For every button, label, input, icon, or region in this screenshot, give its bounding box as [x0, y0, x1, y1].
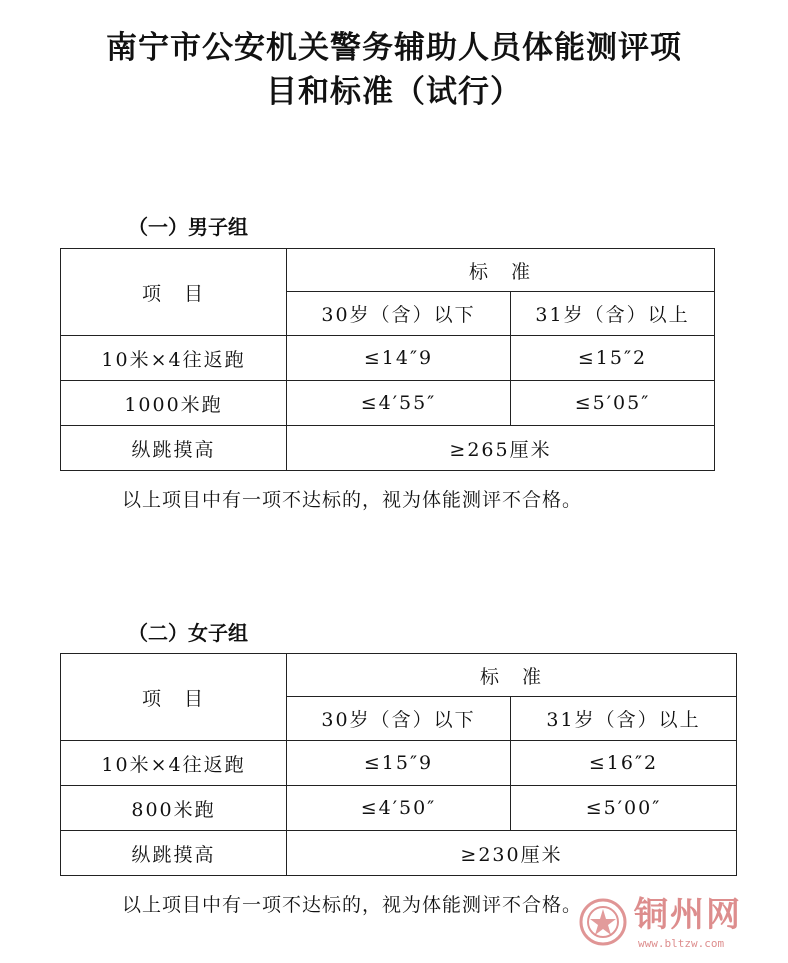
male-standards-table [60, 248, 715, 471]
male-group-heading: （一）男子组 [128, 215, 248, 239]
table-row [61, 426, 715, 471]
under-30-value-cell: ≤14″9 [287, 336, 511, 381]
age-over-31-header: 31岁（含）以上 [511, 292, 715, 336]
item-column-header: 项 目 [61, 654, 287, 741]
over-31-value-cell: ≤16″2 [511, 741, 737, 786]
age-over-31-header: 31岁（含）以上 [511, 697, 737, 741]
document-title-line2: 目和标准（试行） [266, 74, 522, 110]
female-standards-table [60, 653, 737, 876]
male-note: 以上项目中有一项不达标的，视为体能测评不合格。 [122, 489, 583, 511]
female-group-heading: （二）女子组 [128, 621, 248, 645]
age-under-30-header: 30岁（含）以下 [287, 292, 511, 336]
over-31-value-cell: ≤5′05″ [511, 381, 715, 426]
item-cell: 1000米跑 [61, 381, 287, 426]
watermark-name: 铜州网 [634, 895, 742, 935]
item-cell: 10米×4往返跑 [61, 336, 287, 381]
table-row [61, 741, 737, 786]
item-column-header: 项 目 [61, 249, 287, 336]
standard-column-header: 标 准 [287, 654, 737, 697]
watermark-url: www.bltzw.com [638, 937, 725, 950]
table-row [61, 831, 737, 876]
item-cell: 10米×4往返跑 [61, 741, 287, 786]
site-watermark [578, 895, 778, 957]
female-note: 以上项目中有一项不达标的，视为体能测评不合格。 [122, 894, 583, 916]
under-30-value-cell: ≤4′55″ [287, 381, 511, 426]
under-30-value-cell: ≤15″9 [287, 741, 511, 786]
table-row [61, 336, 715, 381]
jump-value-cell: ≥230厘米 [287, 831, 737, 876]
item-cell: 纵跳摸高 [61, 426, 287, 471]
table-row [61, 786, 737, 831]
over-31-value-cell: ≤5′00″ [511, 786, 737, 831]
under-30-value-cell: ≤4′50″ [287, 786, 511, 831]
document-title-line1: 南宁市公安机关警务辅助人员体能测评项 [106, 30, 682, 66]
item-cell: 纵跳摸高 [61, 831, 287, 876]
standard-column-header: 标 准 [287, 249, 715, 292]
item-cell: 800米跑 [61, 786, 287, 831]
table-row [61, 381, 715, 426]
jump-value-cell: ≥265厘米 [287, 426, 715, 471]
age-under-30-header: 30岁（含）以下 [287, 697, 511, 741]
over-31-value-cell: ≤15″2 [511, 336, 715, 381]
seal-icon [578, 897, 628, 947]
